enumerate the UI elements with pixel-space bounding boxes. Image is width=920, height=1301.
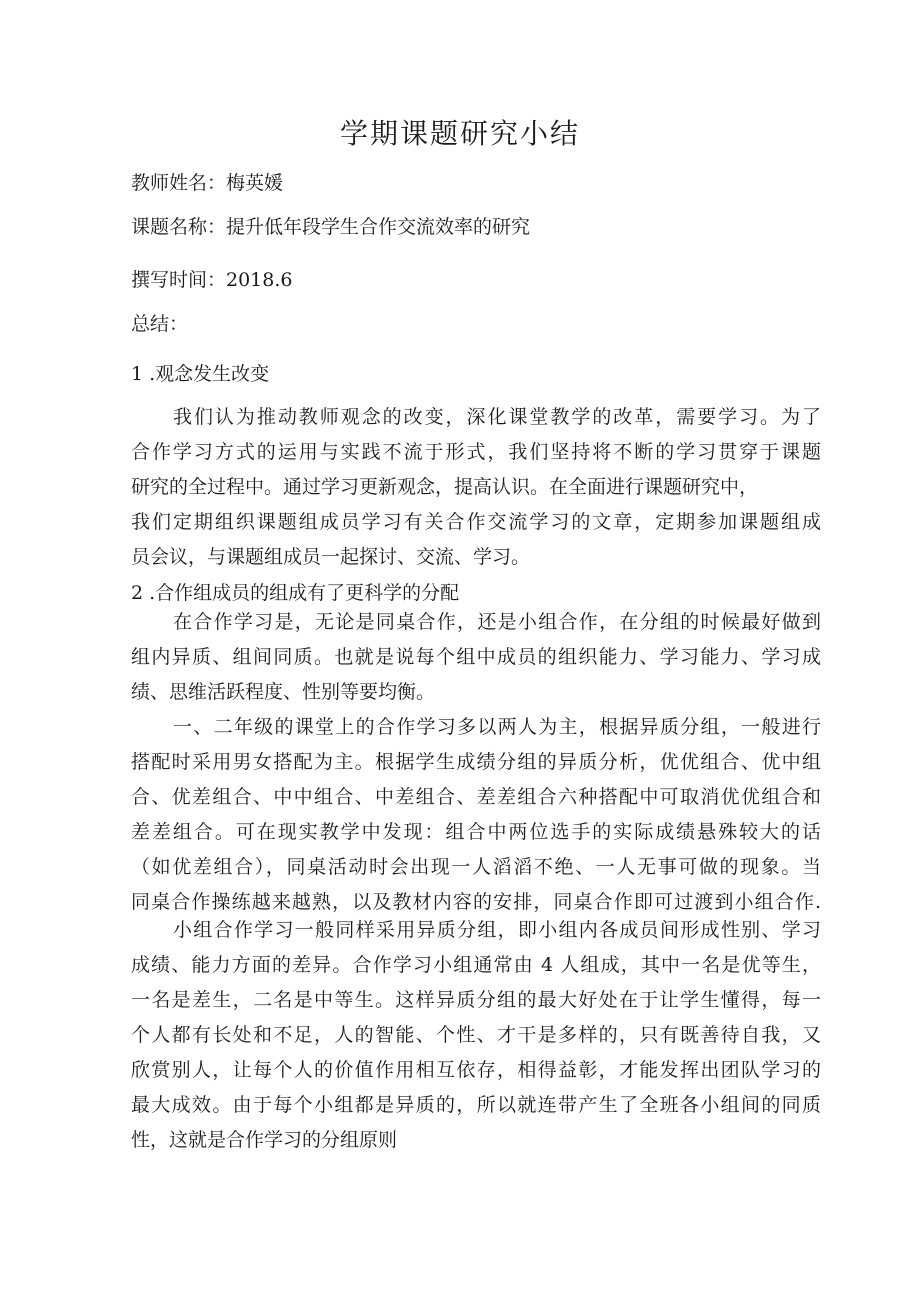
section-2-paragraph-2 <box>131 710 821 920</box>
text-line: 我们认为推动教师观念的改变，深化课堂教学的改革，需要学习。为了 <box>173 406 821 428</box>
text-line: 小组合作学习一般同样采用异质分组，即小组内各成员间形成性别、学习 <box>173 919 821 941</box>
text-line: 一、二年级的课堂上的合作学习多以两人为主，根据异质分组，一般进行 <box>173 716 821 738</box>
text-line: 成绩、能力方面的差异。合作学习小组通常由 4 人组成，其中一名是优等生， <box>131 954 821 976</box>
text-line: 合作学习方式的运用与实践不流于形式，我们坚持将不断的学习贯穿于课题 <box>131 441 821 463</box>
text-line: 研究的全过程中。通过学习更新观念，提高认识。在全面进行课题研究中， <box>131 476 759 498</box>
section-2-paragraph-1 <box>131 605 821 710</box>
section-2-heading: 2 .合作组成员的组成有了更科学的分配 <box>131 582 460 604</box>
summary-label: 总结： <box>131 313 189 335</box>
text-line: 欣赏别人，让每个人的价值作用相互依存，相得益彰，才能发挥出团队学习的 <box>131 1059 821 1081</box>
document-title: 学期课题研究小结 <box>339 117 580 150</box>
text-line: 搭配时采用男女搭配为主。根据学生成绩分组的异质分析，优优组合、优中组 <box>131 751 821 773</box>
text-line: 最大成效。由于每个小组都是异质的，所以就连带产生了全班各小组间的同质 <box>131 1094 821 1116</box>
section-1-paragraph-1 <box>131 400 821 575</box>
text-line: 性，这就是合作学习的分组原则 <box>131 1129 398 1151</box>
teacher-name: 教师姓名：梅英媛 <box>131 172 284 194</box>
text-line: 差差组合。可在现实教学中发现：组合中两位选手的实际成绩悬殊较大的话 <box>131 821 821 843</box>
text-line: 一名是差生，二名是中等生。这样异质分组的最大好处在于让学生懂得，每一 <box>131 989 821 1011</box>
text-line: 在合作学习是，无论是同桌合作，还是小组合作，在分组的时候最好做到 <box>173 611 821 633</box>
text-line: 同桌合作操练越来越熟，以及教材内容的安排，同桌合作即可过渡到小组合作. <box>131 891 821 913</box>
topic-name: 课题名称：提升低年段学生合作交流效率的研究 <box>131 216 531 238</box>
writing-date: 撰写时间：2018.6 <box>131 269 293 291</box>
text-line: 我们定期组织课题组成员学习有关合作交流学习的文章，定期参加课题组成 <box>131 511 821 533</box>
text-line: 员会议，与课题组成员一起探讨、交流、学习。 <box>131 546 531 568</box>
section-1-heading: 1 .观念发生改变 <box>131 363 270 385</box>
text-line: 绩、思维活跃程度、性别等要均衡。 <box>131 681 436 703</box>
text-line: （如优差组合），同桌活动时会出现一人滔滔不绝、一人无事可做的现象。当 <box>131 856 821 878</box>
text-line: 组内异质、组间同质。也就是说每个组中成员的组织能力、学习能力、学习成 <box>131 646 821 668</box>
section-2-paragraph-3 <box>131 913 821 1158</box>
text-line: 合、优差组合、中中组合、中差组合、差差组合六种搭配中可取消优优组合和 <box>131 786 821 808</box>
text-line: 个人都有长处和不足，人的智能、个性、才干是多样的，只有既善待自我，又 <box>131 1024 821 1046</box>
